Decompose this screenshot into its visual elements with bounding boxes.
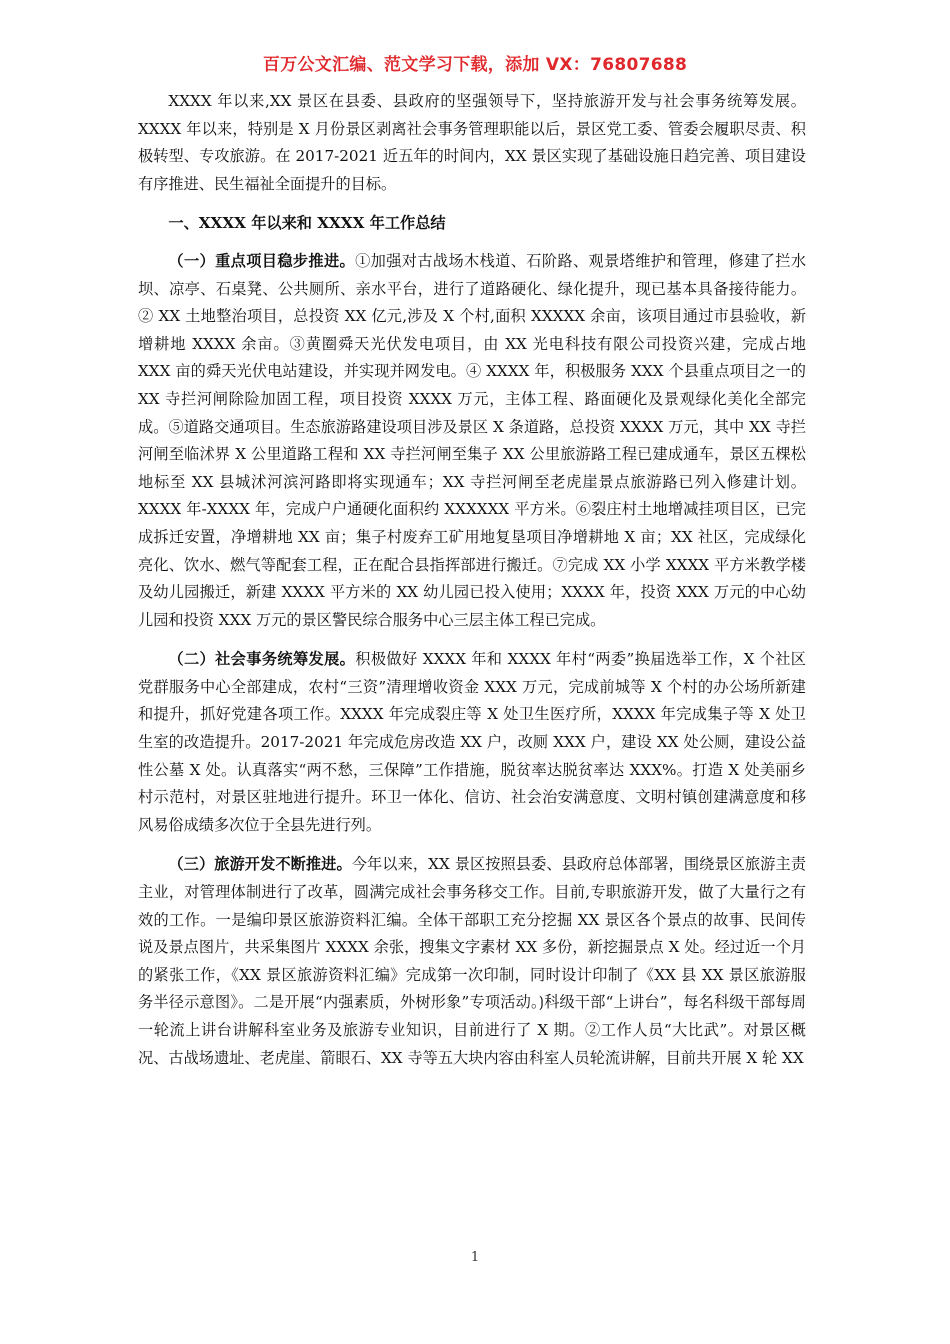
subsection-3-body: 今年以来，XX 景区按照县委、县政府总体部署，围绕景区旅游主责主业，对管理体制进行了改革，圆满完成社会事务移交工作。目前,专职旅游开发，做了大量行之有效的工作。一是编印景区旅游资料汇编。全体干部职工充分挖掘 XX 景区各个景点的故事、民间传说及景点图片，共采集图片 XXXX 余张，搜集文字素材 XX 多份，新挖掘景点 X 处。经过近一个月的紧张工作，《XX 景区旅游资料汇编》完成第一次印制，同时设计印制了《XX 县 XX 景区旅游服务半径示意图》。二是开展“内强素质，外树形象”专项活动。⟯科级干部“上讲台”，每名科级干部每周一轮流上讲台讲解科室业务及旅游专业知识，目前进行了 X 期。②工作人员“大比武”。对景区概况、古战场遗址、老虎崖、箭眼石、XX 寺等五大块内容由科室人员轮流讲解，目前共开展 X 轮 XX (138, 855, 807, 1067)
header-banner: 百万公文汇编、范文学习下载，添加 VX：76807688 (262, 55, 688, 75)
subsection-2-paragraph (138, 646, 806, 839)
subsection-2-body: 积极做好 XXXX 年和 XXXX 年村“两委”换届选举工作，X 个社区党群服务中心全部建成，农村“三资”清理增收资金 XXX 万元，完成前城等 X 个村的办公场所新建和提升，抓好党建各项工作。XXXX 年完成裂庄等 X 处卫生医疗所，XXXX 年完成集子等 X 处卫生室的改造提升。2017-2021 年完成危房改造 XX 户，改厕 XXX 户，建设 XX 处公厕，建设公益性公墓 X 处。认真落实“两不愁，三保障”工作措施，脱贫率达脱贫率达 XXX%。打造 X 处美丽乡村示范村，对景区驻地进行提升。环卫一体化、信访、社会治安满意度、文明村镇创建满意度和移风易俗成绩多次位于全县先进行列。 (138, 650, 806, 834)
subsection-1-paragraph (138, 248, 806, 634)
section-1-title: 一、XXXX 年以来和 XXXX 年工作总结 (168, 214, 446, 233)
document-body (138, 88, 806, 1084)
subsection-2-lead: （二）社会事务统筹发展。 (168, 650, 356, 669)
subsection-3-paragraph (138, 851, 806, 1072)
subsection-1-body: ①加强对古战场木栈道、石阶路、观景塔维护和管理，修建了拦水坝、凉亭、石桌凳、公共厕所、亲水平台，进行了道路硬化、绿化提升，现已基本具备接待能力。② XX 土地整治项目，总投资 XX 亿元,涉及 X 个村,面积 XXXXX 余亩，该项目通过市县验收，新增耕地 XXXX 余亩。③黄圈舜天光伏发电项目，由 XX 光电科技有限公司投资兴建，完成占地 XXX 亩的舜天光伏电站建设，并实现并网发电。④ XXXX 年，积极服务 XXX 个县重点项目之一的 XX 寺拦河闸除险加固工程，项目投资 XXXX 万元，主体工程、路面硬化及景观绿化美化全部完成。⑤道路交通项目。生态旅游路建设项目涉及景区 X 条道路，总投资 XXXX 万元，其中 XX 寺拦河闸至临沭界 X 公里道路工程和 XX 寺拦河闸至集子 XX 公里旅游路工程已建成通车，景区五棵松地标至 XX 县城沭河滨河路即将实现通车；XX 寺拦河闸至老虎崖景点旅游路已列入修建计划。XXXX 年-XXXX 年，完成户户通硬化面积约 XXXXXX 平方米。⑥裂庄村土地增减挂项目区，已完成拆迁安置，净增耕地 XX 亩；集子村废弃工矿用地复垦项目净增耕地 X 亩；XX 社区，完成绿化亮化、饮水、燃气等配套工程，正在配合县指挥部进行搬迁。⑦完成 XX 小学 XXXX 平方米教学楼及幼儿园搬迁，新建 XXXX 平方米的 XX 幼儿园已投入使用；XXXX 年，投资 XXX 万元的中心幼儿园和投资 XXX 万元的景区警民综合服务中心三层主体工程已完成。 (138, 251, 807, 629)
subsection-1-lead: （一）重点项目稳步推进。 (168, 251, 356, 270)
subsection-3-lead: （三）旅游开发不断推进。 (168, 855, 352, 874)
page-number: 1 (470, 1250, 480, 1265)
intro-paragraph: XXXX 年以来,XX 景区在县委、县政府的坚强领导下，坚持旅游开发与社会事务统筹发展。XXXX 年以来，特别是 X 月份景区剥离社会事务管理职能以后，景区党工委、管委会履职尽责、积极转型、专攻旅游。在 2017-2021 近五年的时间内，XX 景区实现了基础设施日趋完善、项目建设有序推进、民生福祉全面提升的目标。 (138, 92, 806, 193)
